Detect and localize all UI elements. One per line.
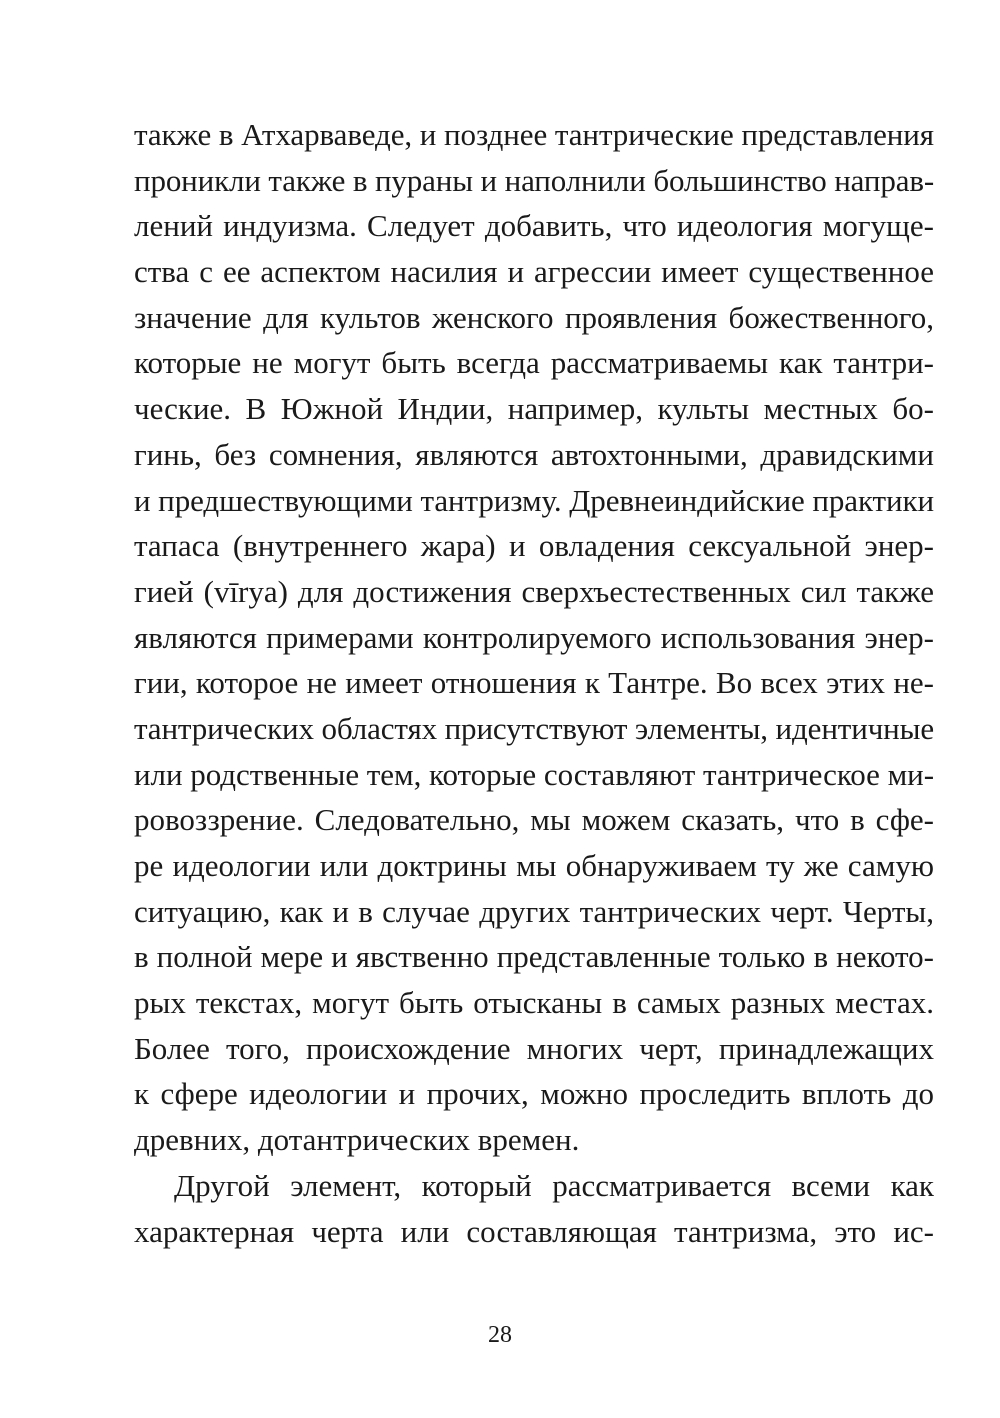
text-line: рых текстах, могут быть отысканы в самых разных местах. [134, 985, 934, 1021]
text-line: значение для культов женского проявления божественного, [134, 299, 934, 335]
text-line: проникли также в пураны и наполнили большинство направ- [134, 162, 935, 198]
page-number: 28 [488, 1322, 512, 1348]
text-line: и предшествующими тантризму. Древнеиндийские практики [134, 482, 935, 518]
text-line: лений индуизма. Следует добавить, что идеология могуще- [134, 208, 934, 244]
text-line: характерная черта или составляющая тантризма, это ис- [134, 1213, 934, 1249]
text-line: или родственные тем, которые составляют тантрическое ми- [134, 756, 935, 792]
text-line: гией (vīrya) для достижения сверхъестественных сил также [134, 573, 934, 609]
text-line: ре идеологии или доктрины мы обнаруживаем ту же самую [134, 848, 934, 883]
text-line: гии, которое не имеет отношения к Тантре. Во всех этих не- [134, 665, 934, 701]
text-line: ситуацию, как и в случае других тантрических черт. Черты, [134, 893, 934, 929]
text-line: к сфере идеологии и прочих, можно проследить вплоть до [134, 1076, 934, 1112]
text-line: тапаса (внутреннего жара) и овладения сексуальной энер- [134, 528, 934, 564]
text-line: ства с ее аспектом насилия и агрессии имеет существенное [134, 254, 934, 290]
text-line: также в Атхарваведе, и позднее тантрические представления [134, 117, 934, 152]
text-line: Более того, происхождение многих черт, принадлежащих [134, 1030, 934, 1066]
text-line: Другой элемент, который рассматривается всеми как [174, 1167, 934, 1203]
text-line: ровоззрение. Следовательно, мы можем сказать, что в сфе- [134, 802, 934, 838]
text-line: ческие. В Южной Индии, например, культы местных бо- [134, 391, 934, 427]
text-line: тантрических областях присутствуют элементы, идентичные [134, 710, 934, 746]
paragraph-1 [134, 112, 934, 1163]
paragraph-2 [134, 1163, 934, 1254]
body-text [134, 112, 934, 1254]
text-line: которые не могут быть всегда рассматриваемы как тантри- [134, 345, 934, 381]
text-line: древних, дотантрических времен. [134, 1122, 580, 1158]
text-line: в полной мере и явственно представленные только в некото- [134, 939, 934, 975]
text-line: гинь, без сомнения, являются автохтонными, дравидскими [134, 436, 934, 472]
text-line: являются примерами контролируемого использования энер- [134, 619, 934, 655]
